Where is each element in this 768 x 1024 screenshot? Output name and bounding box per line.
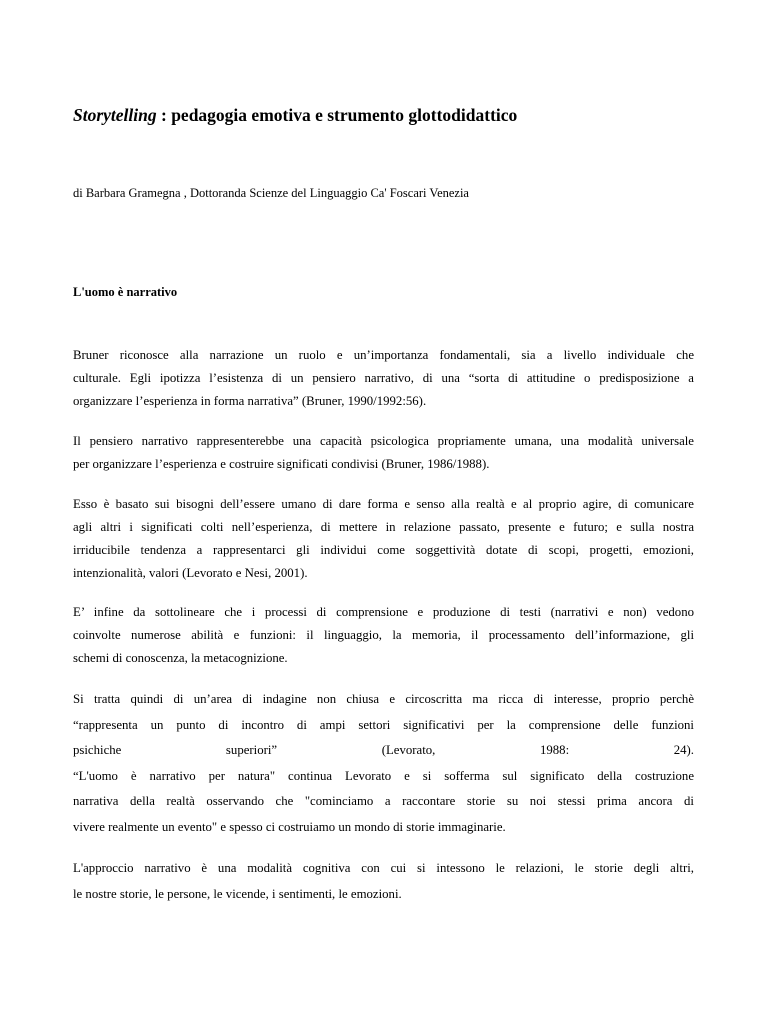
paragraph-line: Bruner riconosce alla narrazione un ruolo e un’importanza fondamentali, sia a livello individuale che xyxy=(73,348,694,362)
paragraph-4 xyxy=(73,601,694,670)
paragraph-line: psichiche superiori” (Levorato, 1988: 24). xyxy=(73,743,694,757)
paragraph-2 xyxy=(73,430,694,476)
paragraph-3 xyxy=(73,493,694,585)
paragraph-line: L'approccio narrativo è una modalità cognitiva con cui si intessono le relazioni, le storie degli altri, xyxy=(73,861,694,875)
paragraph-line: “L'uomo è narrativo per natura" continua Levorato e si sofferma sul significato della costruzione xyxy=(73,768,694,783)
paragraph-line: E’ infine da sottolineare che i processi di comprensione e produzione di testi (narrativi e non) vedono xyxy=(73,605,694,619)
paragraph-line: organizzare l’esperienza in forma narrativa” (Bruner, 1990/1992:56). xyxy=(73,394,427,408)
paragraph-line: Il pensiero narrativo rappresenterebbe una capacità psicologica propriamente umana, una modalità universale xyxy=(73,434,694,448)
paragraph-5 xyxy=(73,687,694,840)
paragraph-line: schemi di conoscenza, la metacognizione. xyxy=(73,651,288,665)
paragraph-line: le nostre storie, le persone, le vicende, i sentimenti, le emozioni. xyxy=(73,886,402,901)
author-byline: di Barbara Gramegna , Dottoranda Scienze del Linguaggio Ca' Foscari Venezia xyxy=(73,186,469,200)
paragraph-line: Si tratta quindi di un’area di indagine non chiusa e circoscritta ma ricca di interesse, proprio perchè xyxy=(73,692,694,706)
paragraph-line: narrativa della realtà osservando che "cominciamo a raccontare storie su noi stessi prima ancora di xyxy=(73,794,694,808)
paragraph-line: per organizzare l’esperienza e costruire significati condivisi (Bruner, 1986/1988). xyxy=(73,457,490,471)
paragraph-line: irriducibile tendenza a rappresentarci gli individui come soggettività dotate di scopi, progetti, emozioni, xyxy=(73,543,694,557)
paragraph-line: vivere realmente un evento" e spesso ci costruiamo un mondo di storie immaginarie. xyxy=(73,819,506,834)
paragraph-line: coinvolte numerose abilità e funzioni: il linguaggio, la memoria, il processamento dell’informazione, gli xyxy=(73,628,694,642)
paragraph-line: Esso è basato sui bisogni dell’essere umano di dare forma e senso alla realtà e al proprio agire, di comunicare xyxy=(73,497,694,511)
paragraph-line: “rappresenta un punto di incontro di ampi settori significativi per la comprensione delle funzioni xyxy=(73,717,694,732)
paragraph-line: agli altri i significati colti nell’esperienza, di mettere in relazione passato, presente e futuro; e sulla nostra xyxy=(73,520,694,534)
section-heading: L'uomo è narrativo xyxy=(73,285,178,299)
paragraph-line: culturale. Egli ipotizza l’esistenza di un pensiero narrativo, di una “sorta di attitudine o predisposizione a xyxy=(73,371,694,385)
title-italic-part: Storytelling xyxy=(73,105,157,125)
title-rest: : pedagogia emotiva e strumento glottodidattico xyxy=(156,105,518,125)
document-title xyxy=(73,103,713,127)
paragraph-line: intenzionalità, valori (Levorato e Nesi, 2001). xyxy=(73,566,308,580)
paragraph-6 xyxy=(73,856,694,907)
paragraph-1 xyxy=(73,344,694,413)
